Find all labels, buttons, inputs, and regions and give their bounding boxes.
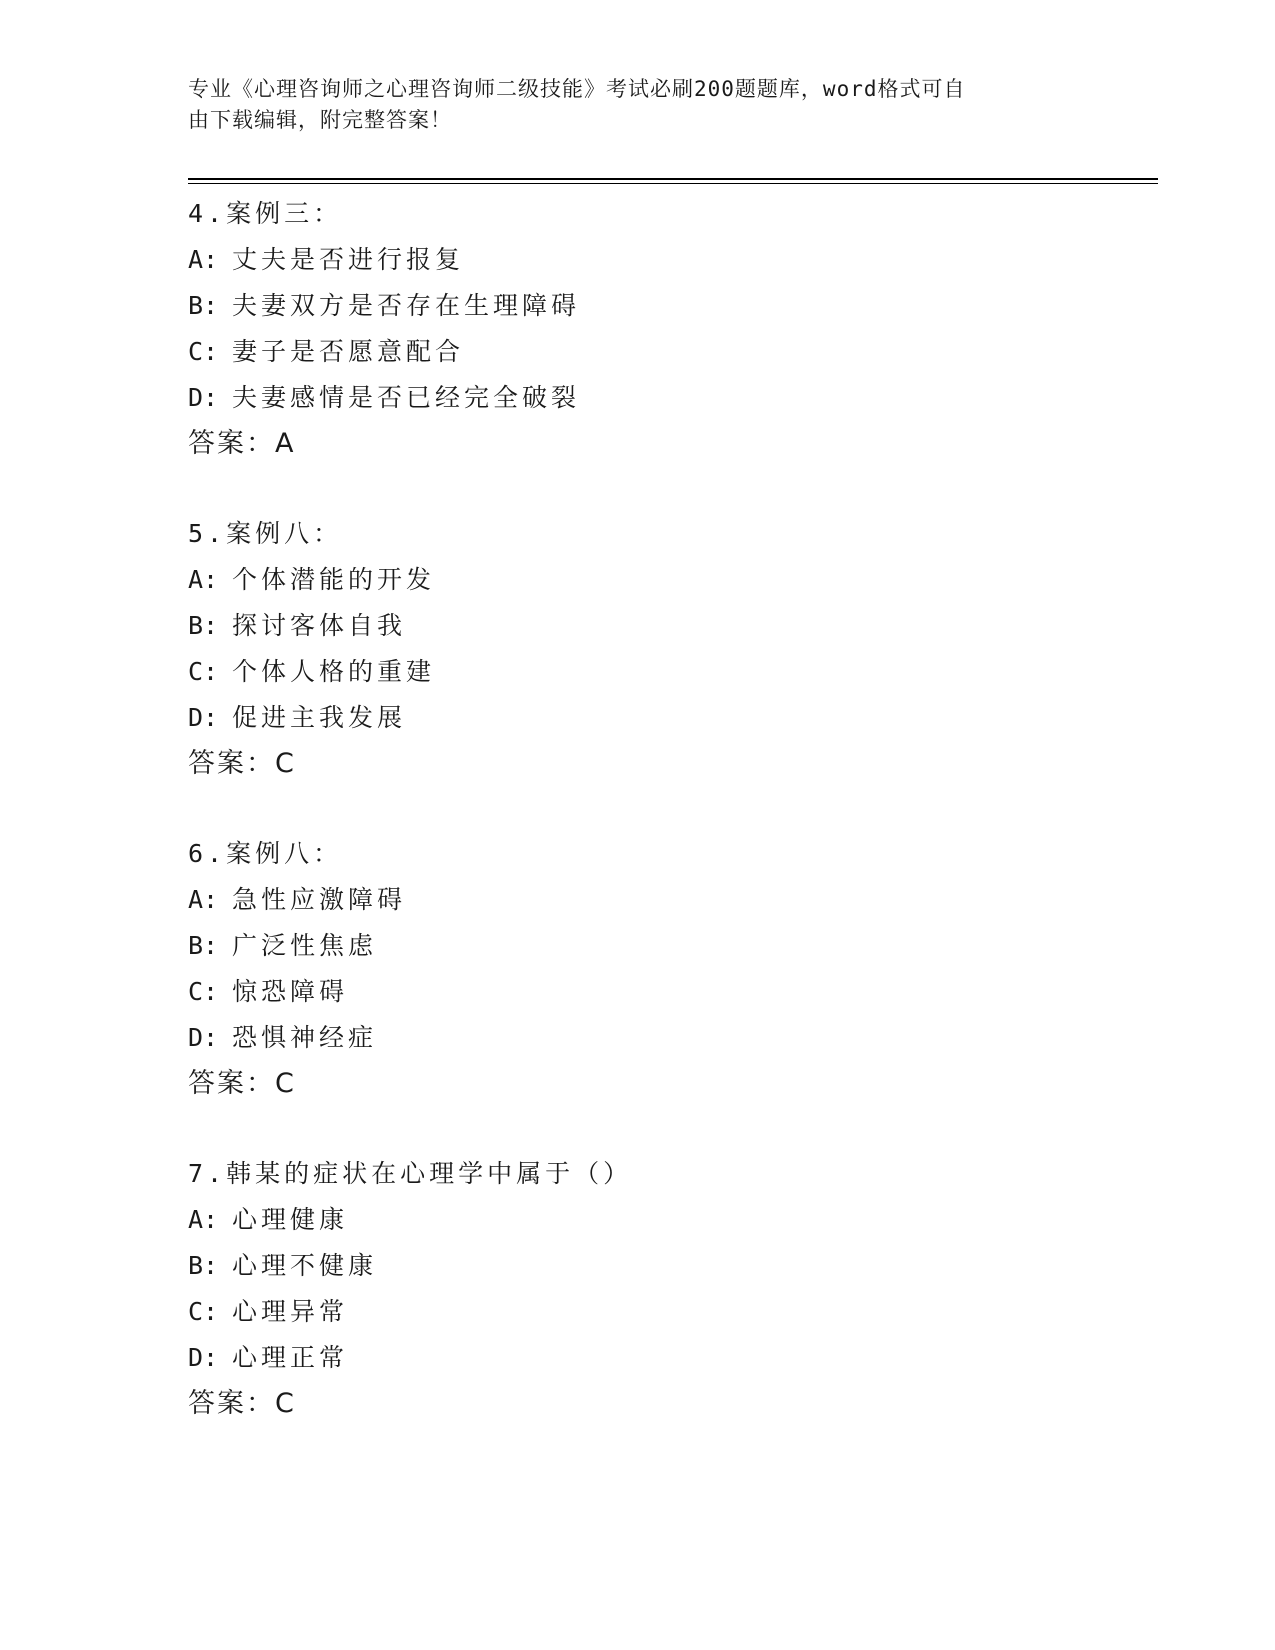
option-a — [188, 557, 1158, 603]
option-letter: A: — [188, 565, 219, 594]
answer-line: 答案：C — [188, 748, 296, 779]
option-d — [188, 375, 1158, 421]
option-c — [188, 1289, 1158, 1335]
option-letter: C: — [188, 657, 219, 686]
option-text: 心理不健康 — [232, 1251, 378, 1280]
option-text: 夫妻感情是否已经完全破裂 — [232, 383, 581, 412]
option-text: 惊恐障碍 — [232, 977, 349, 1006]
option-letter: D: — [188, 1023, 219, 1052]
option-letter: D: — [188, 1343, 219, 1372]
option-text: 探讨客体自我 — [232, 611, 407, 640]
question-4 — [188, 191, 1158, 467]
option-letter: C: — [188, 1297, 219, 1326]
option-a — [188, 877, 1158, 923]
question-stem: 7.韩某的症状在心理学中属于（） — [188, 1159, 633, 1188]
question-5 — [188, 511, 1158, 787]
option-text: 个体人格的重建 — [232, 657, 436, 686]
option-letter: D: — [188, 383, 219, 412]
option-b — [188, 923, 1158, 969]
header-divider-thin — [188, 183, 1158, 184]
option-letter: C: — [188, 977, 219, 1006]
answer-line: 答案：C — [188, 1388, 296, 1419]
option-letter: A: — [188, 1205, 219, 1234]
header-divider-thick — [188, 178, 1158, 180]
option-a — [188, 237, 1158, 283]
option-text: 个体潜能的开发 — [232, 565, 436, 594]
question-7 — [188, 1151, 1158, 1427]
header-intro-line-1: 专业《心理咨询师之心理咨询师二级技能》考试必刷200题题库，word格式可自 — [188, 77, 966, 101]
question-stem: 4.案例三： — [188, 199, 343, 228]
option-letter: B: — [188, 931, 219, 960]
option-b — [188, 283, 1158, 329]
option-text: 夫妻双方是否存在生理障碍 — [232, 291, 581, 320]
option-text: 心理正常 — [232, 1343, 349, 1372]
option-letter: C: — [188, 337, 219, 366]
option-d — [188, 1015, 1158, 1061]
option-letter: A: — [188, 245, 219, 274]
option-letter: B: — [188, 1251, 219, 1280]
option-text: 妻子是否愿意配合 — [232, 337, 465, 366]
question-list — [188, 191, 1158, 1471]
option-a — [188, 1197, 1158, 1243]
option-letter: B: — [188, 291, 219, 320]
option-text: 急性应激障碍 — [232, 885, 407, 914]
question-stem: 5.案例八： — [188, 519, 343, 548]
option-text: 恐惧神经症 — [232, 1023, 378, 1052]
option-b — [188, 1243, 1158, 1289]
option-c — [188, 649, 1158, 695]
option-letter: A: — [188, 885, 219, 914]
option-letter: B: — [188, 611, 219, 640]
option-c — [188, 969, 1158, 1015]
option-d — [188, 1335, 1158, 1381]
option-text: 广泛性焦虑 — [232, 931, 378, 960]
answer-line: 答案：A — [188, 428, 296, 459]
option-letter: D: — [188, 703, 219, 732]
option-text: 丈夫是否进行报复 — [232, 245, 465, 274]
option-d — [188, 695, 1158, 741]
option-text: 心理健康 — [232, 1205, 349, 1234]
question-stem: 6.案例八： — [188, 839, 343, 868]
option-text: 促进主我发展 — [232, 703, 407, 732]
answer-line: 答案：C — [188, 1068, 296, 1099]
question-6 — [188, 831, 1158, 1107]
option-b — [188, 603, 1158, 649]
document-header — [188, 74, 1068, 136]
option-text: 心理异常 — [232, 1297, 349, 1326]
option-c — [188, 329, 1158, 375]
header-intro-line-2: 由下载编辑，附完整答案！ — [188, 108, 452, 132]
